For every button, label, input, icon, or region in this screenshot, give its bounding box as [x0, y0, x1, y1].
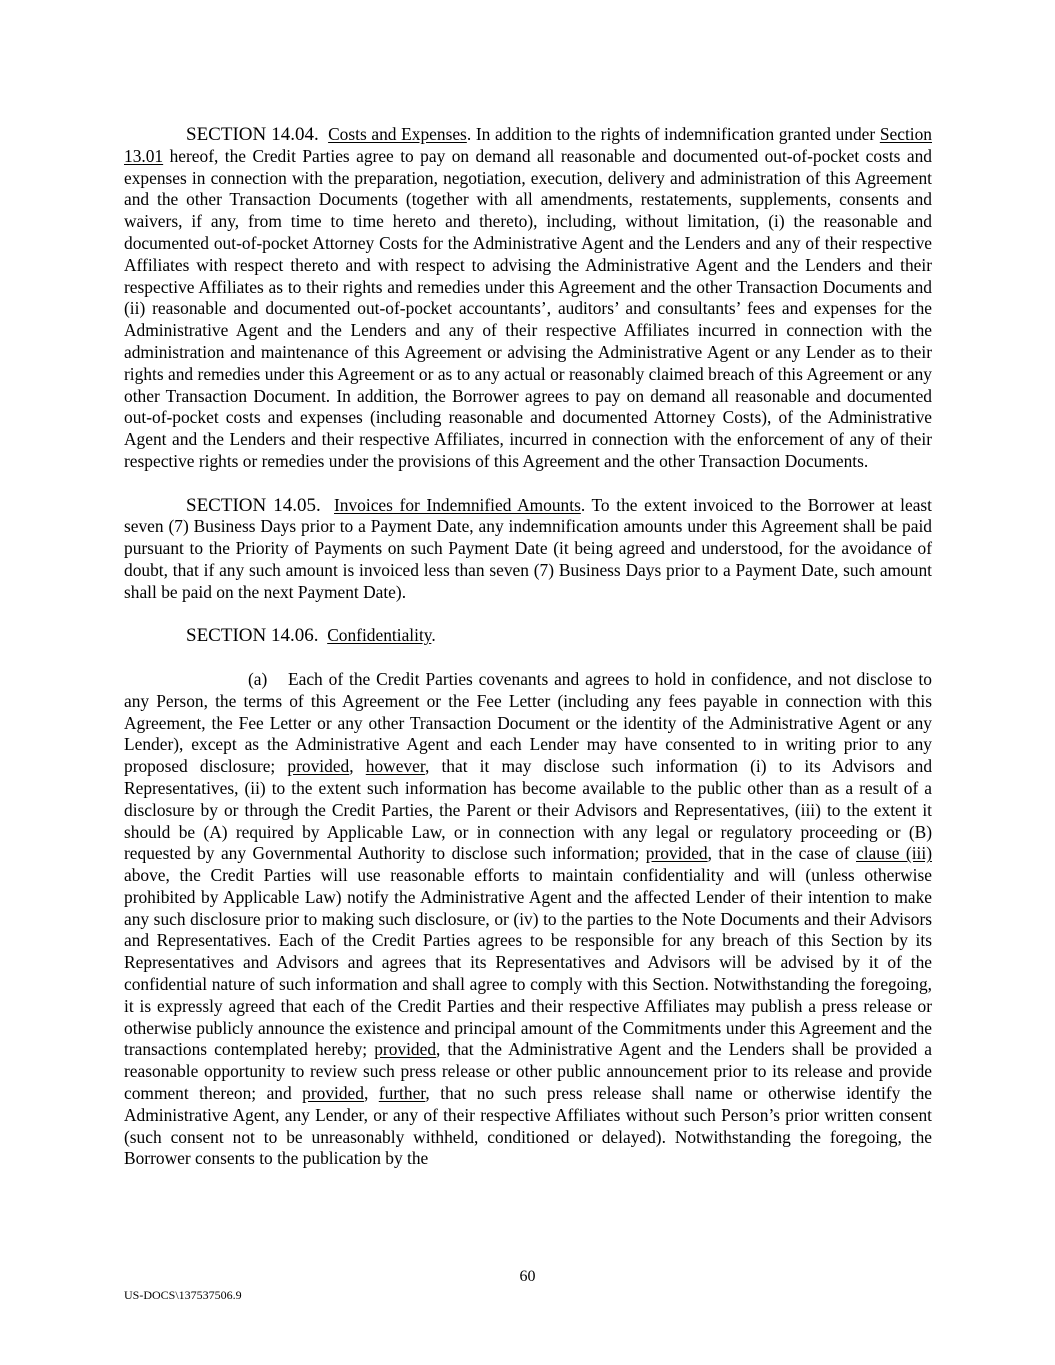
clause-a-text-6: , that no such press release shall name or otherwise identify the Administrative Agent, any Lender, or any of their respective Affiliates without such Person’s prior written consent (such consent not to be unreasonably withheld, conditioned or delayed). Notwithstanding the foregoing, the Borrower consents to the publication by the	[124, 1083, 932, 1169]
clause-a-text-5: , that the Administrative Agent and the Lenders shall be provided a reasonable opportunity to review such press release or other public announcement prior to its release and provide comment thereon; and	[124, 1039, 932, 1104]
however-term: however	[365, 756, 425, 777]
clause-a-label: (a)	[248, 668, 268, 689]
clause-a-text-4: above, the Credit Parties will use reasonable efforts to maintain confidentiality and will (unless otherwise prohibited by Applicable Law) notify the Administrative Agent and the affected Lender of their intention to make any such disclosure prior to making such disclosure, or (iv) to the parties to the Note Documents and their Advisors and Representatives. Each of the Credit Parties agrees to be responsible for any breach of this Section by its Representatives and Advisors and agrees that its Representatives and Advisors will be advised by it of the confidential nature of such information and shall agree to comply with this Section. Notwithstanding the foregoing, it is expressly agreed that each of the Credit Parties and their respective Affiliates may publish a press release or otherwise publicly announce the existence and principal amount of the Commitments under this Agreement and the transactions contemplated hereby;	[124, 865, 932, 1060]
section-14-04-text-2: hereof, the Credit Parties agree to pay on demand all reasonable and documented out-of-pocket costs and expenses in connection with the preparation, negotiation, execution, delivery and administration of this Agreement and the other Transaction Documents (together with all amendments, restatements, supplements, consents and waivers, if any, from time to time hereto and thereto), including, without limitation, (i) the reasonable and documented out-of-pocket Attorney Costs for the Administrative Agent and the Lenders and any of their respective Affiliates with respect thereto and with respect to advising the Administrative Agent and the Lenders and their respective Affiliates as to their rights and remedies under this Agreement and the other Transaction Documents and (ii) reasonable and documented out-of-pocket accountants’, auditors’ and consultants’ fees and expenses for the Administrative Agent and the Lenders and any of their respective Affiliates incurred in connection with the administration and maintenance of this Agreement or advising the Administrative Agent or any Lender as to their rights and remedies under this Agreement or as to any actual or reasonably claimed breach of this Agreement or any other Transaction Document. In addition, the Borrower agrees to pay on demand all reasonable and documented out-of-pocket costs and expenses (including reasonable and documented Attorney Costs), of the Administrative Agent and the Lenders and their respective Affiliates, incurred in connection with the enforcement of any of their respective rights or remedies under the provisions of this Agreement and the other Transaction Documents.	[124, 145, 932, 471]
section-14-04	[124, 124, 932, 473]
section-14-04-text-1: . In addition to the rights of indemnification granted under	[466, 124, 880, 144]
document-id: US-DOCS\137537506.9	[124, 1288, 242, 1302]
clause-iii-reference: clause (iii)	[856, 843, 932, 864]
section-13-01-reference: Section 13.01	[124, 124, 932, 166]
section-14-05-title: Invoices for Indemnified Amounts	[334, 494, 581, 515]
page-number: 60	[519, 1268, 536, 1285]
clause-a-comma-1: ,	[349, 756, 366, 777]
clause-a-text-1: Each of the Credit Parties covenants and agrees to hold in confidence, and not disclose to any Person, the terms of this Agreement or the Fee Letter (including any fees payable in connection with this Agreement, the Fee Letter or any other Transaction Document or the identity of the Administrative Agent or any Lender), except as the Administrative Agent and each Lender may have consented to in writing prior to any proposed disclosure;	[124, 668, 932, 777]
clause-a-text-2: , that it may disclose such information (i) to its Advisors and Representatives, (ii) to the extent such information has become available to the public other than as a result of a disclosure by or through the Credit Parties, the Parent or their Advisors and Representatives, (iii) to the extent it should be (A) required by Applicable Law, or in connection with any legal or regulatory proceeding or (B) requested by any Governmental Authority to disclose such information;	[124, 756, 933, 864]
section-14-05-heading: SECTION 14.05.	[186, 494, 321, 516]
clause-a-text-3: , that in the case of	[707, 843, 856, 864]
further-term: further	[378, 1083, 426, 1104]
section-14-04-title: Costs and Expenses	[328, 124, 467, 144]
section-14-05	[124, 495, 932, 604]
section-14-06-title: Confidentiality	[327, 625, 432, 646]
clause-a-comma-2: ,	[363, 1083, 379, 1104]
provided-term-2: provided	[645, 843, 708, 864]
provided-term-4: provided	[302, 1083, 364, 1104]
clause-a	[124, 669, 932, 1170]
provided-term-3: provided	[374, 1039, 437, 1060]
document-body	[124, 124, 932, 1170]
section-14-04-heading: SECTION 14.04.	[186, 124, 319, 145]
provided-term-1: provided	[287, 756, 350, 777]
section-14-06-period: .	[431, 625, 436, 646]
section-14-06-heading: SECTION 14.06.	[186, 625, 319, 647]
section-14-06	[124, 625, 932, 647]
section-14-05-text: . To the extent invoiced to the Borrower at least seven (7) Business Days prior to a Payment Date, any indemnification amounts under this Agreement shall be paid pursuant to the Priority of Payments on such Payment Date (it being agreed and understood, for the avoidance of doubt, that if any such amount is invoiced less than seven (7) Business Days prior to a Payment Date, such amount shall be paid on the next Payment Date).	[124, 494, 933, 602]
